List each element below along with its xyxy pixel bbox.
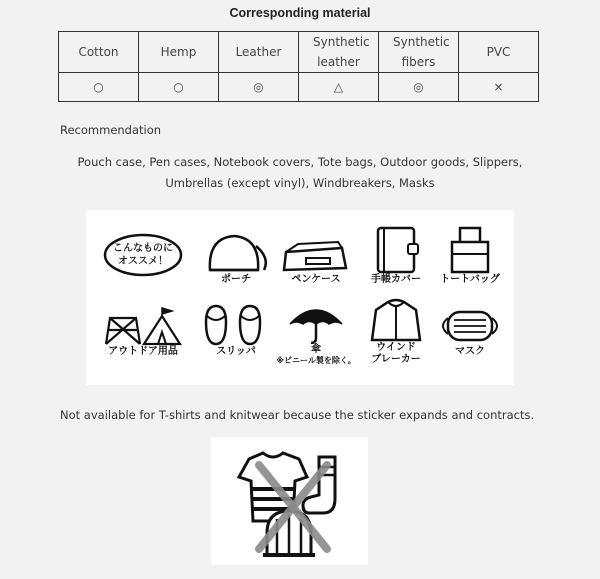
recommendation-line-2: Umbrellas (except vinyl), Windbreakers, Masks <box>165 176 435 190</box>
not-available-note: Not available for T-shirts and knitwear because the sticker expands and contracts. <box>60 408 535 422</box>
material-synthetic-fibers-header <box>379 32 459 73</box>
slippers-icon <box>198 302 274 346</box>
recommendation-heading: Recommendation <box>60 123 162 137</box>
material-synthetic-leather-header <box>299 32 379 73</box>
outdoor-goods-label: アウトドア用品 <box>108 346 178 357</box>
pen-case-item <box>278 230 354 286</box>
material-header-row <box>59 32 539 73</box>
synthetic-fibers-label: Synthetic fibers <box>393 35 450 69</box>
outdoor-goods-item <box>100 304 186 358</box>
material-leather-header: Leather <box>219 32 299 73</box>
recommendation-line-1: Pouch case, Pen cases, Notebook covers, Tote bags, Outdoor goods, Slippers, <box>77 155 523 169</box>
recommendation-text <box>60 152 540 194</box>
umbrella-item <box>270 302 362 366</box>
material-pvc-header: PVC <box>459 32 539 73</box>
pouch-item <box>198 230 274 286</box>
pouch-icon <box>198 230 274 274</box>
material-hemp-header: Hemp <box>139 32 219 73</box>
notebook-cover-item <box>358 224 434 286</box>
material-table <box>58 31 539 102</box>
tote-bag-label: トートバッグ <box>440 274 500 285</box>
not-available-panel <box>211 437 368 565</box>
tshirt-knitwear-crossed-icon <box>211 437 368 565</box>
umbrella-label: 傘 <box>311 344 321 355</box>
windbreaker-icon <box>358 298 434 342</box>
umbrella-sublabel: ※ビニール製を除く。 <box>276 356 356 365</box>
notebook-cover-label: 手帳カバー <box>371 274 421 285</box>
slippers-label: スリッパ <box>216 346 256 357</box>
notebook-cover-icon <box>358 224 434 274</box>
outdoor-goods-icon <box>100 304 186 346</box>
badge-line-2: オススメ！ <box>118 256 168 267</box>
synthetic-fibers-symbol: ◎ <box>379 73 459 102</box>
pen-case-icon <box>278 230 354 274</box>
synthetic-leather-label: Synthetic leather <box>313 35 370 69</box>
pen-case-label: ペンケース <box>291 274 341 285</box>
leather-symbol: ◎ <box>219 73 299 102</box>
windbreaker-label: ウインド <box>376 342 416 353</box>
mask-label: マスク <box>455 346 485 357</box>
tote-bag-icon <box>432 222 508 274</box>
material-cotton-header: Cotton <box>59 32 139 73</box>
windbreaker-label-2: ブレーカー <box>371 354 421 365</box>
recommended-items-panel <box>86 210 514 385</box>
recommended-badge <box>102 232 184 278</box>
tote-bag-item <box>432 222 508 286</box>
material-symbol-row <box>59 73 539 102</box>
umbrella-icon <box>270 302 362 344</box>
badge-line-1: こんなものに <box>113 243 173 254</box>
slippers-item <box>198 302 274 358</box>
hemp-symbol: ○ <box>139 73 219 102</box>
pvc-symbol: × <box>459 73 539 102</box>
cotton-symbol: ○ <box>59 73 139 102</box>
synthetic-leather-symbol: △ <box>299 73 379 102</box>
windbreaker-item <box>358 298 434 366</box>
mask-icon <box>432 304 508 346</box>
mask-item <box>432 304 508 358</box>
pouch-label: ポーチ <box>221 274 251 285</box>
material-title: Corresponding material <box>229 6 371 20</box>
